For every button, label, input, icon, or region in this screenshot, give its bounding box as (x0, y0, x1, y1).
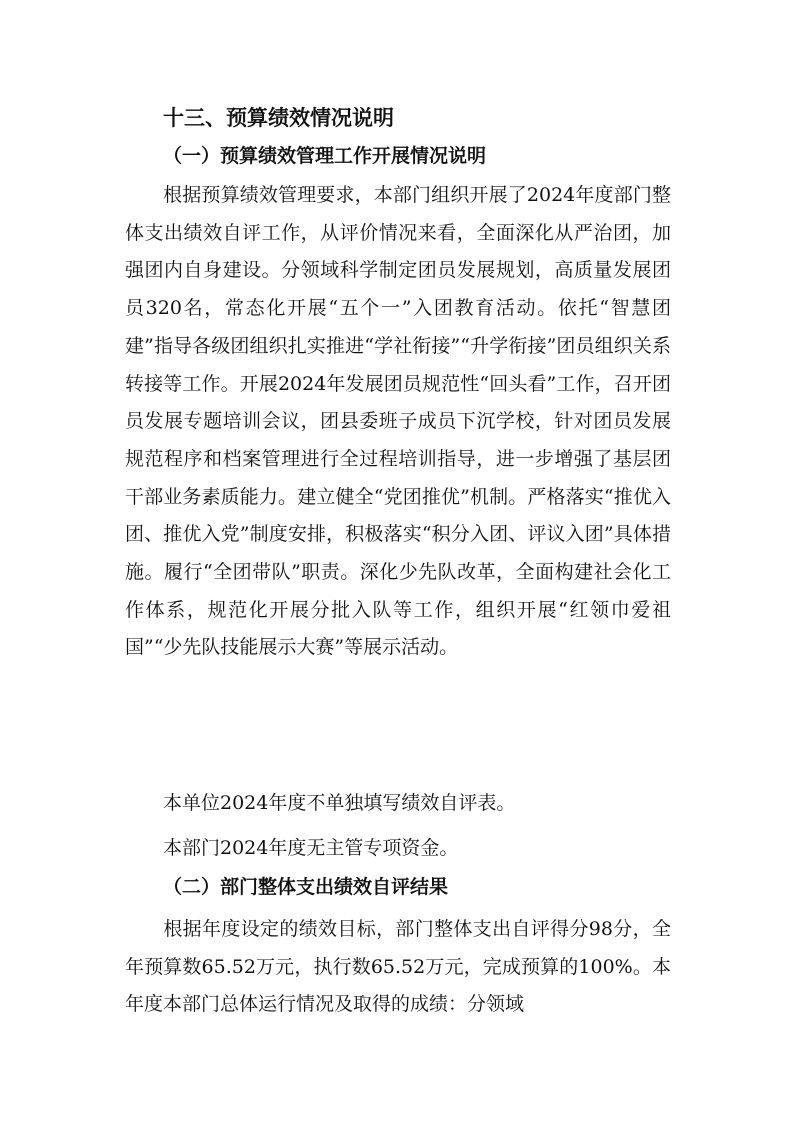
paragraph-1 (125, 177, 671, 667)
paragraph-2-text: 根据年度设定的绩效目标，部门整体支出自评得分98分，全年预算数65.52万元，执行数65.52万元，完成预算的100%。本年度本部门总体运行情况及取得的成绩：分领域 (125, 918, 671, 1016)
subsection-1-title: （一）预算绩效管理工作开展情况说明 (163, 145, 487, 167)
subsection-2-title: （二）部门整体支出绩效自评结果 (163, 876, 449, 898)
paragraph-1-text: 根据预算绩效管理要求，本部门组织开展了2024年度部门整体支出绩效自评工作，从评价情况来看，全面深化从严治团，加强团内自身建设。分领域科学制定团员发展规划，高质量发展团员320名，常态化开展“五个一”入团教育活动。依托“智慧团建”指导各级团组织扎实推进“学社衔接”“升学衔接”团员组织关系转接等工作。开展2024年发展团员规范性“回头看”工作，召开团员发展专题培训会议，团县委班子成员下沉学校，针对团员发展规范程序和档案管理进行全过程培训指导，进一步增强了基层团干部业务素质能力。建立健全“党团推优”机制。严格落实“推优入团、推优入党”制度安排，积极落实“积分入团、评议入团”具体措施。履行“全团带队”职责。深化少先队改革，全面构建社会化工作体系，规范化开展分批入队等工作，组织开展“红领巾爱祖国”“少先队技能展示大赛”等展示活动。 (125, 184, 671, 659)
statement-1: 本单位2024年度不单独填写绩效自评表。 (163, 792, 516, 814)
statement-2: 本部门2024年度无主管专项资金。 (163, 837, 459, 859)
section-title: 十三、预算绩效情况说明 (163, 106, 394, 130)
paragraph-2 (125, 911, 671, 1024)
